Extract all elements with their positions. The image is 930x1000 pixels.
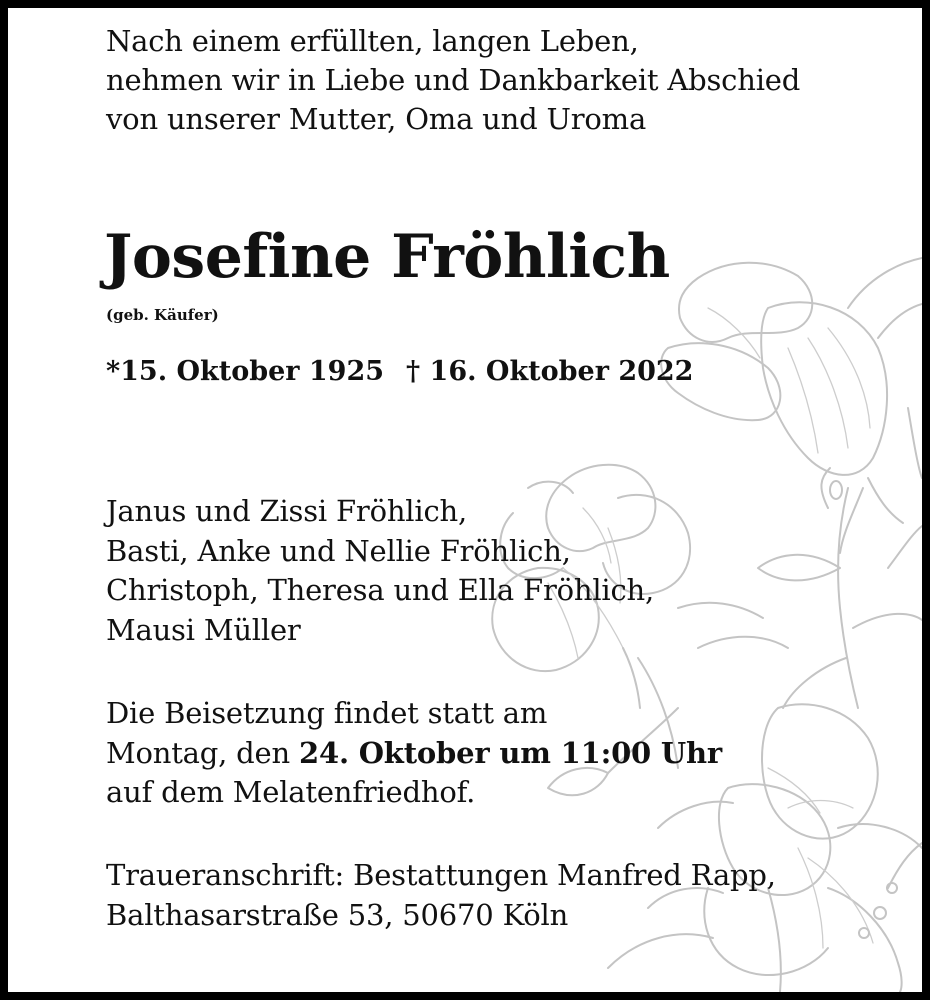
- mourner-line: Basti, Anke und Nellie Fröhlich,: [106, 533, 571, 568]
- mourners-list: [106, 492, 654, 650]
- funeral-day: Montag, den: [106, 735, 299, 770]
- funeral-date-time: 24. Oktober um 11:00 Uhr: [299, 735, 722, 770]
- birth-date: *15. Oktober 1925: [106, 356, 385, 387]
- funeral-info: [106, 694, 722, 813]
- address-line: Balthasarstraße 53, 50670 Köln: [106, 897, 569, 932]
- intro-text: [106, 22, 800, 139]
- address-line: Traueranschrift: Bestattungen Manfred Rapp,: [106, 858, 776, 892]
- mourning-address: [106, 856, 776, 935]
- maiden-name: (geb. Käufer): [106, 306, 219, 324]
- intro-line: nehmen wir in Liebe und Dankbarkeit Abschied: [106, 63, 801, 97]
- deceased-name: Josefine Fröhlich: [104, 222, 670, 292]
- intro-line: Nach einem erfüllten, langen Leben,: [106, 24, 639, 58]
- funeral-line: [106, 734, 722, 774]
- death-date: † 16. Oktober 2022: [406, 356, 694, 387]
- mourner-line: Christoph, Theresa und Ella Fröhlich,: [106, 573, 655, 607]
- intro-line: von unserer Mutter, Oma und Uroma: [106, 102, 647, 136]
- obituary-card: [8, 8, 922, 992]
- funeral-line: auf dem Melatenfriedhof.: [106, 775, 476, 809]
- obituary-text: [8, 8, 922, 992]
- mourner-line: Mausi Müller: [106, 612, 301, 647]
- life-dates: [106, 356, 693, 387]
- mourner-line: Janus und Zissi Fröhlich,: [106, 494, 467, 528]
- funeral-line: Die Beisetzung findet statt am: [106, 696, 548, 730]
